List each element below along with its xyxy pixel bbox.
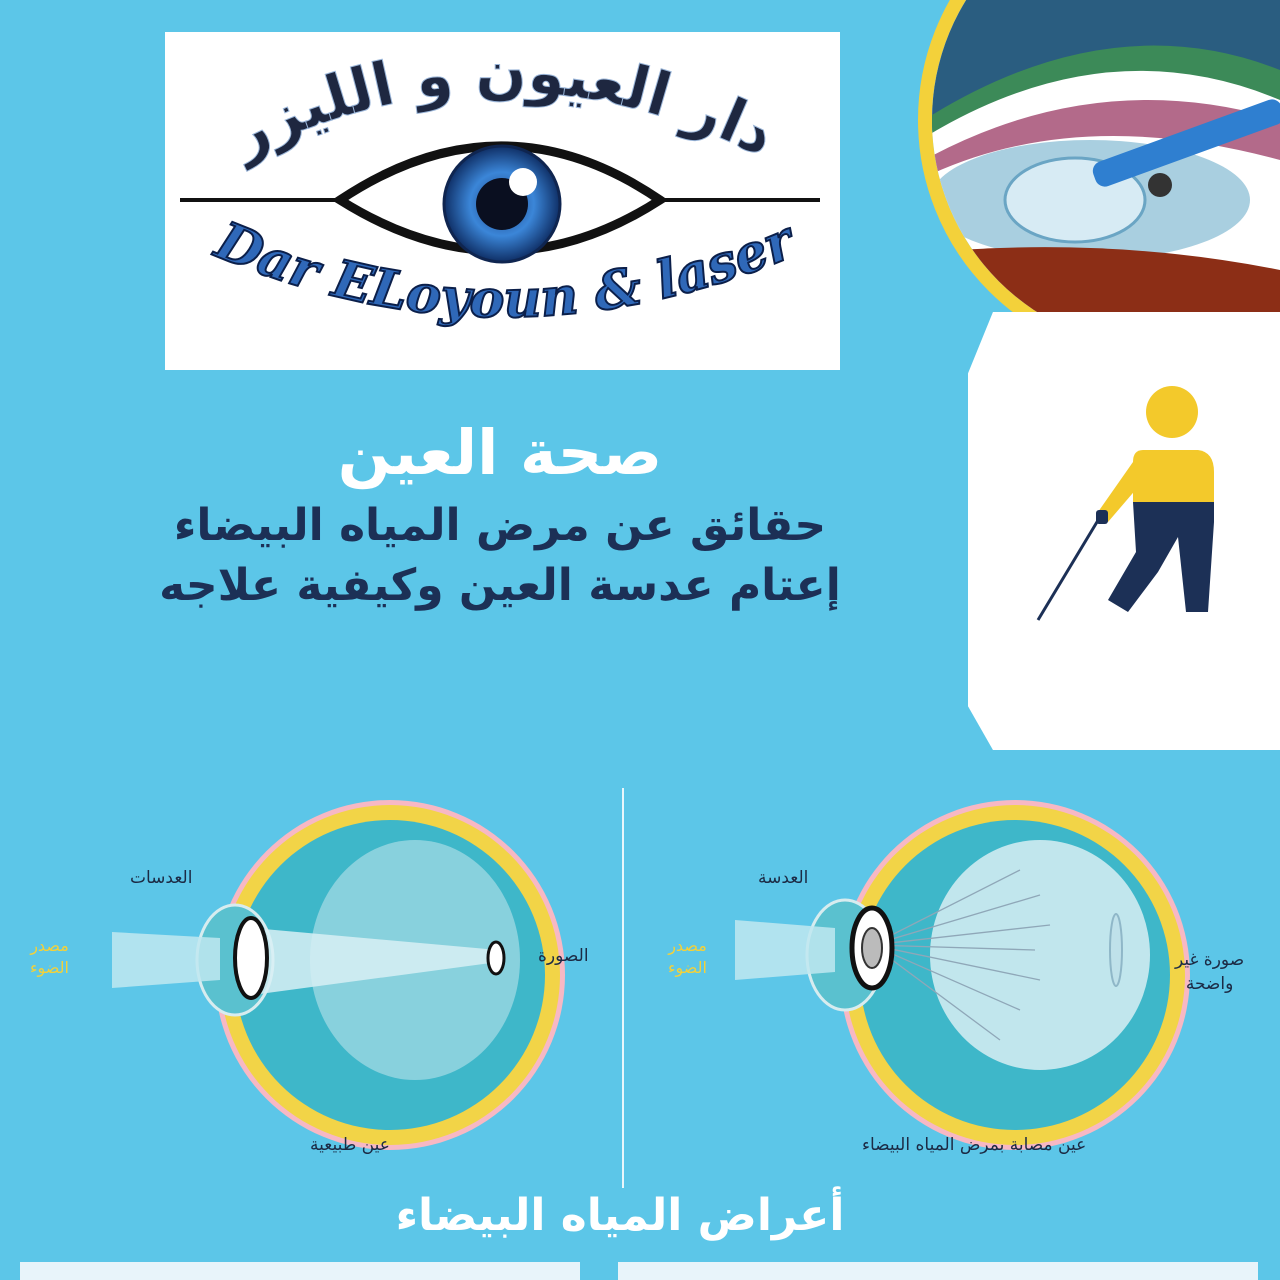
cataract-eye-light-source-line-1: مصدر bbox=[668, 936, 707, 955]
cataract-eye-image-label bbox=[1175, 948, 1244, 996]
cataract-eye-diagram bbox=[640, 790, 1280, 1210]
cataract-eye-caption: عين مصابة بمرض المياه البيضاء bbox=[862, 1135, 1087, 1155]
cataract-surgery-illustration bbox=[860, 0, 1280, 330]
cataract-eye-image-label-line-2: واضحة bbox=[1185, 974, 1234, 994]
cataract-eye-light-source-label bbox=[668, 935, 707, 979]
logo-arabic-name: دار العيون و الليزر bbox=[219, 36, 786, 171]
cataract-eye-image-label-line-1: صورة غير bbox=[1175, 950, 1245, 970]
normal-eye-light-source-line-1: مصدر bbox=[30, 936, 69, 955]
normal-eye-caption: عين طبيعية bbox=[310, 1135, 390, 1155]
logo-glint bbox=[509, 168, 537, 196]
symptoms-heading: أعراض المياه البيضاء bbox=[395, 1190, 845, 1241]
page-subtitle-line-2: إعتام عدسة العين وكيفية علاجه bbox=[159, 560, 841, 611]
cataract-eye-light-source-line-2: الضوء bbox=[668, 958, 707, 977]
visually-impaired-walker-card bbox=[968, 312, 1280, 750]
normal-eye-diagram bbox=[20, 790, 620, 1210]
logo bbox=[165, 32, 840, 370]
normal-eye-image-label: الصورة bbox=[538, 946, 589, 966]
blind-person-icon bbox=[968, 312, 1280, 750]
logo-english-name: Dar ELoyoun & laser bbox=[207, 209, 803, 331]
logo-graphic bbox=[165, 32, 840, 370]
cataract-eye-lens-label: العدسة bbox=[758, 868, 809, 888]
symptom-card-right bbox=[618, 1262, 1258, 1280]
normal-eye-lens-label: العدسات bbox=[130, 868, 193, 888]
diagram-divider bbox=[622, 788, 624, 1188]
symptom-card-left bbox=[20, 1262, 580, 1280]
normal-eye-light-source-label bbox=[30, 935, 69, 979]
normal-eye-light-source-line-2: الضوء bbox=[30, 958, 69, 977]
page-subtitle-line-1: حقائق عن مرض المياه البيضاء bbox=[173, 500, 827, 551]
page-title: صحة العين bbox=[337, 416, 663, 489]
